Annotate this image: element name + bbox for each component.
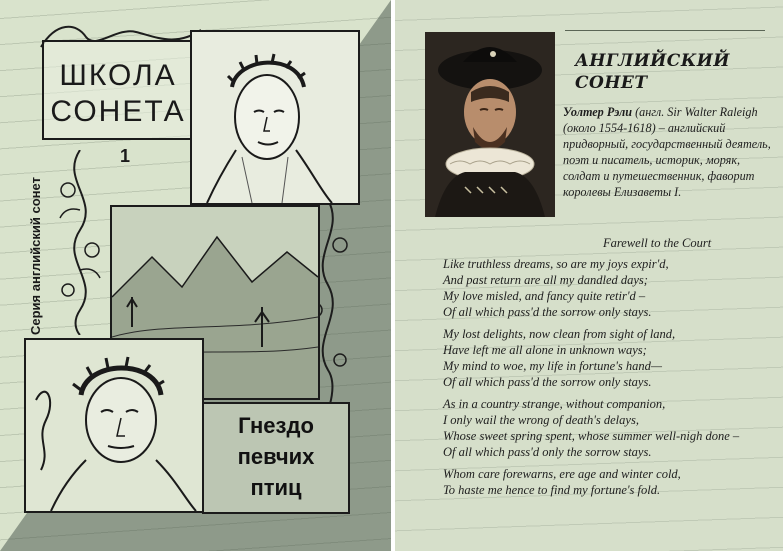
book-cover bbox=[0, 0, 391, 551]
raleigh-painting bbox=[425, 32, 555, 217]
cover-title-line: СОНЕТА bbox=[50, 95, 186, 128]
cover-subtitle-line: певчих bbox=[237, 444, 315, 469]
cover-subtitle-line: птиц bbox=[250, 475, 302, 500]
heading-rule bbox=[565, 30, 765, 31]
cover-subtitle-line: Гнездо bbox=[238, 413, 314, 438]
poet-portrait-bottom bbox=[24, 338, 204, 513]
poem-line: Have left me all alone in unknown ways; bbox=[443, 343, 647, 357]
poem-line: Like truthless dreams, so are my joys expir'd, bbox=[443, 257, 669, 271]
ornament-vine-left bbox=[50, 150, 110, 335]
content-page bbox=[395, 0, 783, 551]
laurel-poet-engraving bbox=[192, 32, 358, 203]
dante-engraving bbox=[26, 340, 202, 511]
poem-line: Of all which pass'd the sorrow only stays. bbox=[443, 305, 652, 319]
poem-text bbox=[443, 256, 773, 504]
page-heading-line: АНГЛИЙСКИЙ bbox=[575, 51, 730, 71]
poem-line: And past return are all my dandled days; bbox=[443, 273, 648, 287]
poem-line: My love misled, and fancy quite retir'd – bbox=[443, 289, 646, 303]
poem-stanza bbox=[443, 396, 773, 460]
cover-title bbox=[48, 58, 188, 130]
poem-line: Whom care forewarns, ere age and winter cold, bbox=[443, 467, 681, 481]
series-label: Серия английский сонет bbox=[28, 177, 43, 335]
poem-line: My lost delights, now clean from sight of land, bbox=[443, 327, 676, 341]
raleigh-portrait bbox=[425, 32, 555, 217]
author-bio-text: (англ. Sir Walter Raleigh (около 1554-1618) – английский придворный, государственный деятель, поэт и писатель, историк, моряк, солдат и путешественник, фаворит королевы Елизаветы I. bbox=[563, 105, 771, 200]
poem-stanza bbox=[443, 256, 773, 320]
poem-line: I only wail the wrong of death's delays, bbox=[443, 413, 639, 427]
page-heading-line: СОНЕТ bbox=[575, 73, 648, 93]
poem-line: Of all which pass'd the sorrow only stays. bbox=[443, 375, 652, 389]
poem-stanza bbox=[443, 326, 773, 390]
poem-line: Of all which pass'd only the sorrow stays. bbox=[443, 445, 652, 459]
poet-portrait-top bbox=[190, 30, 360, 205]
poem-title: Farewell to the Court bbox=[603, 236, 712, 250]
author-name: Уолтер Рэли bbox=[563, 105, 633, 119]
poem-line: To haste me hence to find my fortune's fold. bbox=[443, 483, 661, 497]
poem-stanza bbox=[443, 466, 773, 498]
cover-title-line: ШКОЛА bbox=[59, 59, 177, 92]
author-bio bbox=[563, 104, 775, 201]
page-heading bbox=[575, 50, 765, 94]
poem-line: Whose sweet spring spent, whose summer well-nigh done – bbox=[443, 429, 740, 443]
poem-line: My mind to woe, my life in fortune's hand— bbox=[443, 359, 662, 373]
poem-line: As in a country strange, without companion, bbox=[443, 397, 666, 411]
volume-number: 1 bbox=[120, 146, 131, 166]
cover-subtitle bbox=[202, 410, 350, 503]
